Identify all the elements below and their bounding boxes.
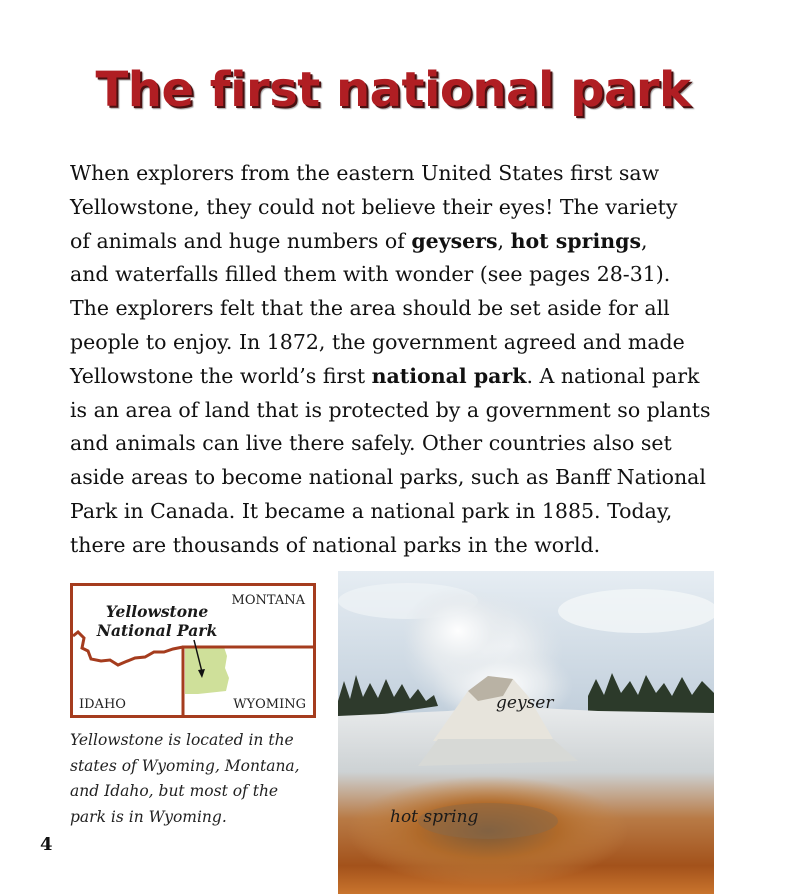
body-text-segment: and waterfalls filled them with wonder (see pages 28-31). [70,262,671,287]
page-number: 4 [40,834,53,855]
body-line [70,292,720,326]
state-label-montana: MONTANA [231,593,305,608]
body-text-segment: Yellowstone, they could not believe their eyes! The variety [70,194,678,219]
caption-line: states of Wyoming, Montana, [70,756,300,775]
body-line [70,495,720,529]
body-text-segment: is an area of land that is protected by a government so plants [70,397,711,422]
body-text-segment: of animals and huge numbers of [70,228,412,253]
park-area [185,647,229,694]
park-label-line1: Yellowstone [105,602,209,621]
geyser-photo [338,571,714,894]
body-paragraph [70,157,720,563]
glossary-term: geysers [411,228,498,253]
geyser-photo-illustration [338,571,714,894]
body-text-segment: Park in Canada. It became a national park in 1885. Today, [70,498,673,523]
body-line [70,191,720,225]
glossary-term: hot springs [510,228,642,253]
body-line [70,529,720,563]
body-text-segment: , [497,228,511,253]
park-label-line2: National Park [96,621,218,640]
body-line [70,157,720,191]
state-label-idaho: IDAHO [79,697,126,712]
page-title: The first national park [95,62,691,118]
body-text-segment: Yellowstone the world’s first [70,363,372,388]
map-caption [70,728,320,830]
body-line [70,326,720,360]
body-text-segment: , [641,228,648,253]
body-text-segment: and animals can live there safely. Other countries also set [70,431,672,456]
body-text-segment: The explorers felt that the area should be set aside for all [70,296,670,321]
photo-label-geyser: geyser [496,693,554,713]
body-line [70,360,720,394]
park-label [87,602,227,640]
body-line [70,427,720,461]
caption-line: and Idaho, but most of the [70,782,279,800]
body-line [70,461,720,495]
body-line [70,225,720,259]
glossary-term: national park [371,363,527,388]
state-label-wyoming: WYOMING [233,697,306,712]
body-text-segment: there are thousands of national parks in the world. [70,532,601,557]
yellowstone-map [70,583,316,718]
body-text-segment: . A national park [526,363,700,388]
body-text-segment: people to enjoy. In 1872, the government agreed and made [70,329,685,354]
body-text-segment: When explorers from the eastern United States first saw [70,161,660,185]
photo-label-hot-spring: hot spring [390,807,479,827]
caption-line: Yellowstone is located in the [70,731,294,749]
caption-line: park is in Wyoming. [70,807,227,826]
body-line [70,258,720,292]
body-text-segment: aside areas to become national parks, such as Banff National [70,465,706,490]
body-line [70,394,720,428]
